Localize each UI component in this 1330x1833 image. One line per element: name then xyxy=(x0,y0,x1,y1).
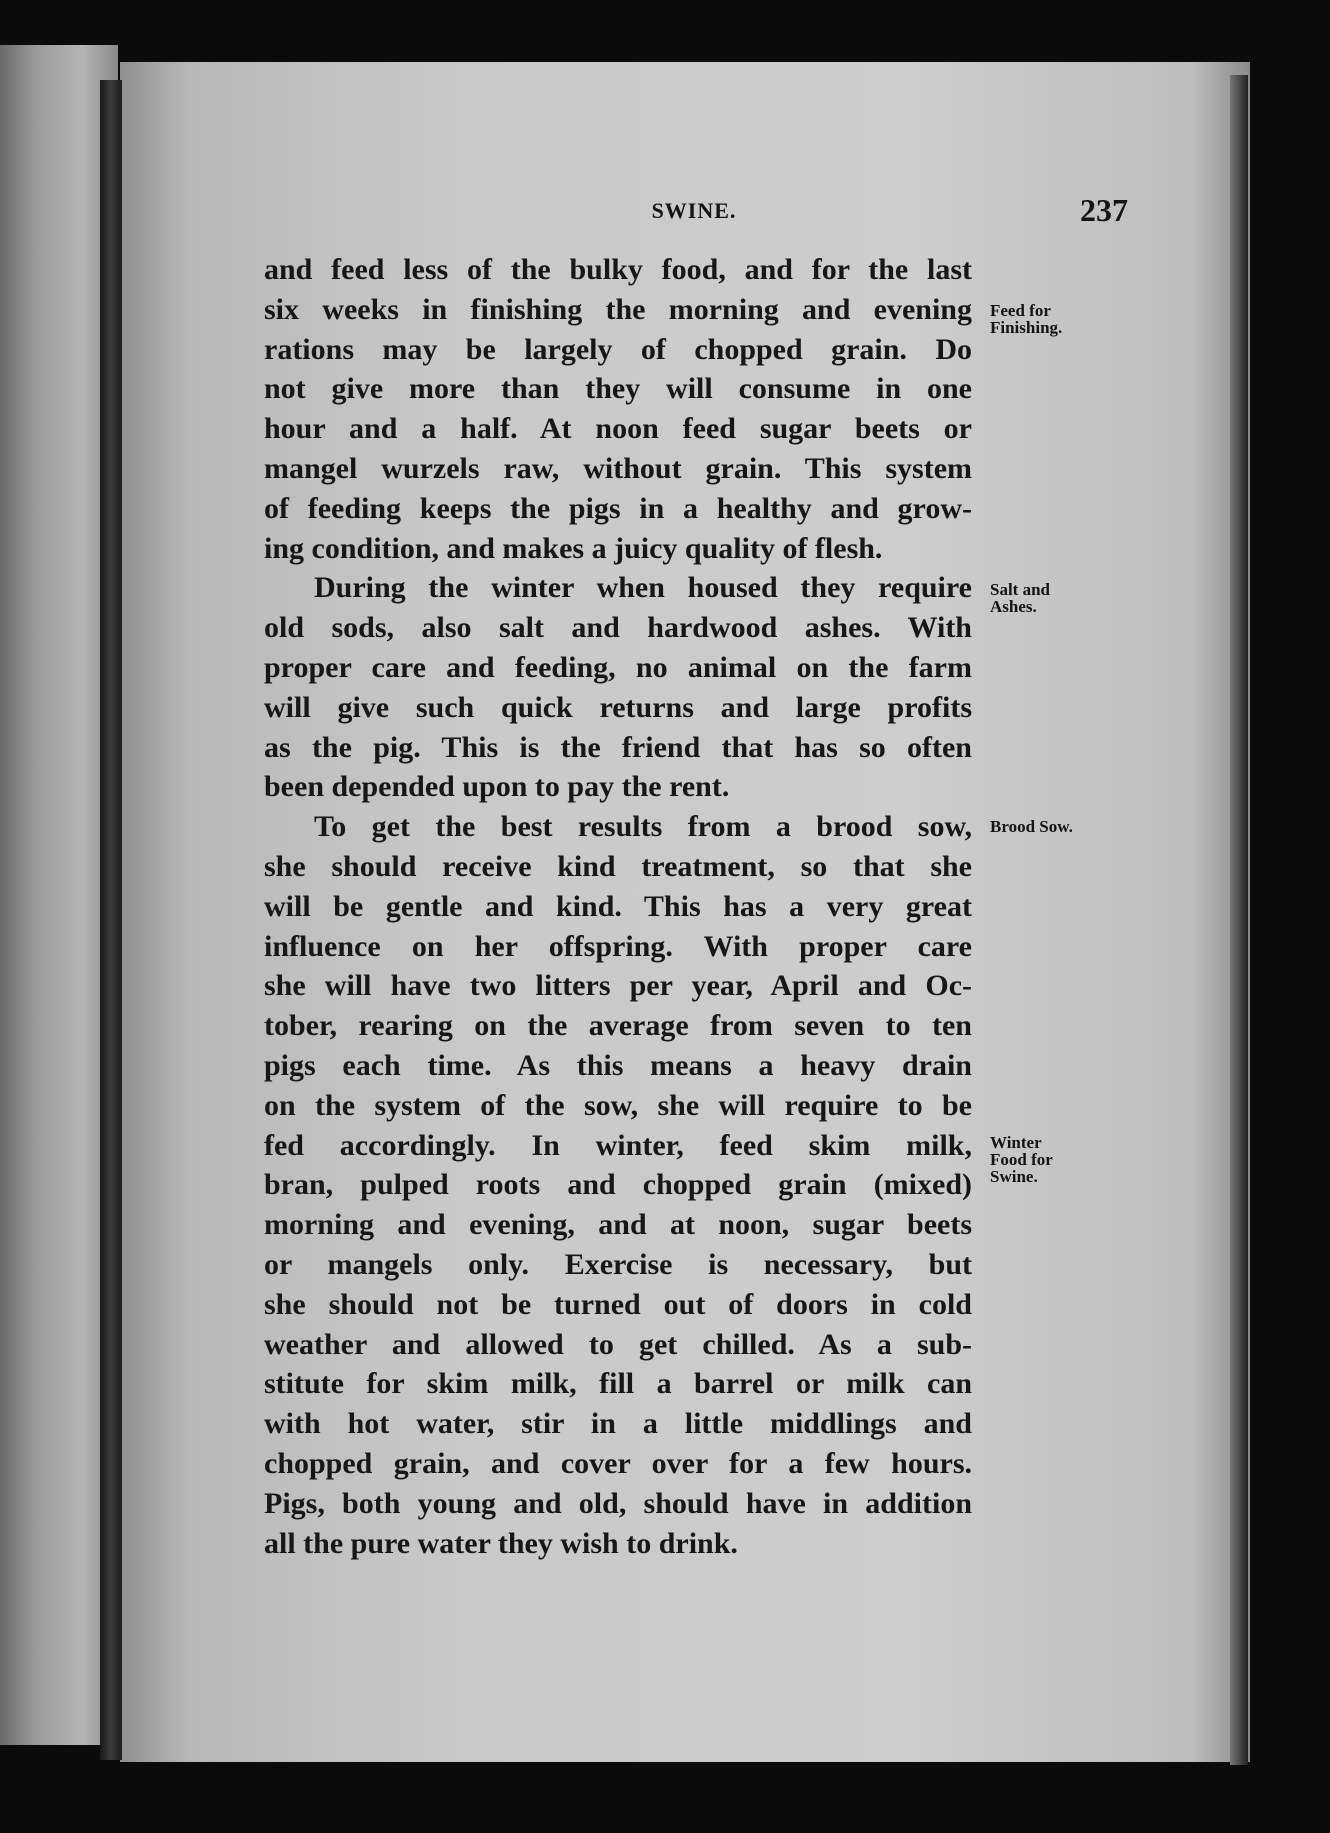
text-line: been depended upon to pay the rent. xyxy=(264,770,730,804)
text-line: weather and allowed to get chilled. As a sub- xyxy=(264,1327,972,1361)
margin-note-feed-for-finishing xyxy=(990,302,1120,336)
page-fore-edge xyxy=(1230,75,1248,1765)
margin-note-brood-sow xyxy=(990,818,1120,835)
margin-note-line: Salt and xyxy=(990,580,1050,599)
text-line: pigs each time. As this means a heavy drain xyxy=(264,1048,972,1082)
book-gutter xyxy=(100,80,122,1760)
margin-note-line: Winter xyxy=(990,1133,1042,1152)
text-line: ing condition, and makes a juicy quality of flesh. xyxy=(264,531,883,565)
text-line: During the winter when housed they require xyxy=(314,571,972,605)
text-line: all the pure water they wish to drink. xyxy=(264,1526,738,1560)
text-line: bran, pulped roots and chopped grain (mixed) xyxy=(264,1168,972,1202)
margin-note-winter-food-for-swine xyxy=(990,1134,1120,1185)
text-line: she should receive kind treatment, so that she xyxy=(264,849,972,883)
margin-note-line: Food for xyxy=(990,1150,1053,1169)
running-head xyxy=(120,192,1250,238)
page-number: 237 xyxy=(1080,192,1128,228)
text-line: To get the best results from a brood sow, xyxy=(314,810,972,844)
text-line: fed accordingly. In winter, feed skim milk, xyxy=(264,1128,972,1162)
margin-note-line: Ashes. xyxy=(990,597,1037,616)
text-line: or mangels only. Exercise is necessary, but xyxy=(264,1247,972,1281)
text-line: of feeding keeps the pigs in a healthy and grow- xyxy=(264,491,972,525)
text-line: morning and evening, and at noon, sugar beets xyxy=(264,1208,972,1242)
text-line: as the pig. This is the friend that has so often xyxy=(264,730,972,764)
text-line: tober, rearing on the average from seven to ten xyxy=(264,1009,972,1043)
text-line: old sods, also salt and hardwood ashes. With xyxy=(264,611,972,645)
text-line: on the system of the sow, she will require to be xyxy=(264,1088,972,1122)
margin-note-line: Swine. xyxy=(990,1167,1038,1186)
text-line: stitute for skim milk, fill a barrel or milk can xyxy=(264,1367,972,1401)
text-line: not give more than they will consume in one xyxy=(264,372,972,406)
text-line: mangel wurzels raw, without grain. This system xyxy=(264,451,972,485)
text-line: with hot water, stir in a little middlings and xyxy=(264,1407,972,1441)
text-line: will be gentle and kind. This has a very great xyxy=(264,889,972,923)
margin-note-line: Feed for xyxy=(990,301,1051,320)
text-line: she should not be turned out of doors in cold xyxy=(264,1287,972,1321)
margin-note-line: Brood Sow. xyxy=(990,817,1073,836)
text-line: influence on her offspring. With proper care xyxy=(264,929,972,963)
text-line: hour and a half. At noon feed sugar beets or xyxy=(264,412,972,446)
body-text xyxy=(264,250,972,1563)
text-line: and feed less of the bulky food, and for the last xyxy=(264,253,972,286)
text-line: she will have two litters per year, April and Oc- xyxy=(264,969,972,1003)
text-line: rations may be largely of chopped grain. Do xyxy=(264,332,972,366)
text-line: six weeks in finishing the morning and evening xyxy=(264,292,972,326)
running-head-title: SWINE. xyxy=(651,198,737,223)
text-line: proper care and feeding, no animal on the farm xyxy=(264,650,972,684)
margin-note-line: Finishing. xyxy=(990,318,1063,337)
text-line: will give such quick returns and large profits xyxy=(264,690,972,724)
text-line: Pigs, both young and old, should have in addition xyxy=(264,1486,972,1520)
margin-note-salt-and-ashes xyxy=(990,581,1120,615)
text-line: chopped grain, and cover over for a few hours. xyxy=(264,1446,972,1480)
